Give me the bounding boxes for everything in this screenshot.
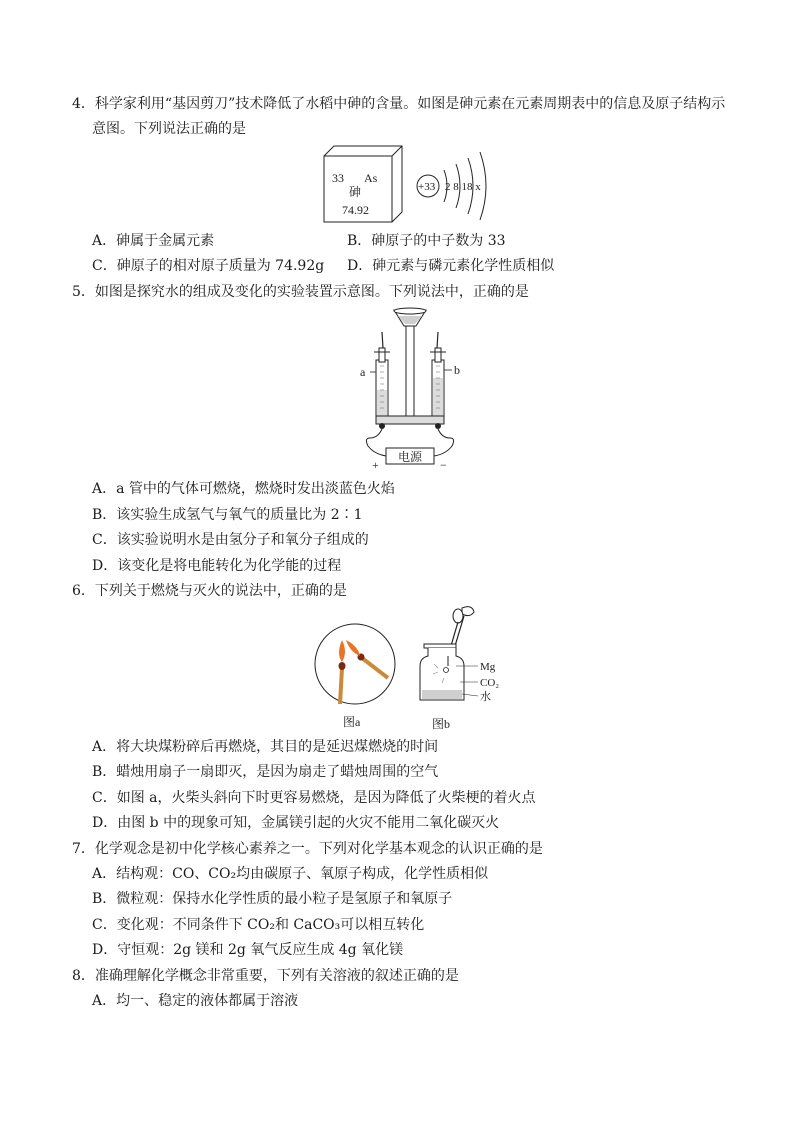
atom-structure-diagram xyxy=(414,150,504,226)
water-label: 水 xyxy=(480,691,491,703)
figure-a-caption: 图a xyxy=(343,715,361,729)
q5-option-c[interactable]: C．该实验说明水是由氢分子和氧分子组成的 xyxy=(92,532,369,548)
q7-option-b[interactable]: B．微粒观：保持水化学性质的最小粒子是氢原子和氧原子 xyxy=(92,891,453,907)
tube-a-label: a xyxy=(360,365,366,379)
q6-option-d[interactable]: D．由图 b 中的现象可知，金属镁引起的火灾不能用二氧化碳灭火 xyxy=(92,815,500,831)
q7-option-a[interactable]: A．结构观：CO、CO₂均由碳原子、氧原子构成，化学性质相似 xyxy=(92,866,489,882)
q4-option-b[interactable]: B．砷原子的中子数为 33 xyxy=(347,233,506,249)
q7-option-d[interactable]: D．守恒观：2g 镁和 2g 氧气反应生成 4g 氧化镁 xyxy=(92,942,404,958)
q6-option-c[interactable]: C．如图 a，火柴头斜向下时更容易燃烧，是因为降低了火柴梗的着火点 xyxy=(92,790,536,806)
q4-stem-line2: 意图。下列说法正确的是 xyxy=(92,121,246,137)
power-minus-label: − xyxy=(440,458,447,472)
q5-option-a[interactable]: A．a 管中的气体可燃烧，燃烧时发出淡蓝色火焰 xyxy=(92,481,395,497)
element-symbol: As xyxy=(364,171,378,185)
element-number: 33 xyxy=(332,171,344,185)
electron-shells: 2 8 18 x xyxy=(445,181,481,193)
q6-option-b[interactable]: B．蜡烛用扇子一扇即灭，是因为扇走了蜡烛周围的空气 xyxy=(92,764,439,780)
element-mass: 74.92 xyxy=(342,203,369,217)
q4-option-d[interactable]: D．砷元素与磷元素化学性质相似 xyxy=(347,258,555,274)
q5-option-d[interactable]: D．该变化是将电能转化为化学能的过程 xyxy=(92,558,342,574)
q8-stem: 8．准确理解化学概念非常重要，下列有关溶液的叙述正确的是 xyxy=(72,968,459,984)
q6-option-a[interactable]: A．将大块煤粉碎后再燃烧，其目的是延迟煤燃烧的时间 xyxy=(92,739,439,755)
q4-stem-line1: 4．科学家利用“基因剪刀”技术降低了水稻中砷的含量。如图是砷元素在元素周期表中的信息及原子结构示 xyxy=(72,96,726,112)
element-name: 砷 xyxy=(349,185,362,199)
electrolysis-apparatus xyxy=(356,306,468,476)
figure-b-caption: 图b xyxy=(432,717,451,731)
q4-option-c[interactable]: C．砷原子的相对原子质量为 74.92g xyxy=(92,258,325,274)
periodic-table-cell xyxy=(322,144,406,230)
combustion-figures xyxy=(312,604,512,738)
power-source-label: 电源 xyxy=(398,450,423,464)
q5-stem: 5．如图是探究水的组成及变化的实验装置示意图。下列说法中，正确的是 xyxy=(72,284,529,300)
q6-stem: 6．下列关于燃烧与灭火的说法中，正确的是 xyxy=(72,583,347,599)
q5-option-b[interactable]: B．该实验生成氢气与氧气的质量比为 2∶1 xyxy=(92,507,363,523)
co2-label: CO₂ xyxy=(480,677,500,689)
q8-option-a[interactable]: A．均一、稳定的液体都属于溶液 xyxy=(92,993,299,1009)
nucleus-charge: +33 xyxy=(418,181,436,193)
mg-label: Mg xyxy=(480,661,496,673)
q7-option-c[interactable]: C．变化观：不同条件下 CO₂和 CaCO₃可以相互转化 xyxy=(92,917,425,933)
tube-b-label: b xyxy=(454,363,460,377)
q7-stem: 7．化学观念是初中化学核心素养之一。下列对化学基本观念的认识正确的是 xyxy=(72,841,543,857)
power-plus-label: + xyxy=(372,458,379,472)
q4-option-a[interactable]: A．砷属于金属元素 xyxy=(92,233,215,249)
